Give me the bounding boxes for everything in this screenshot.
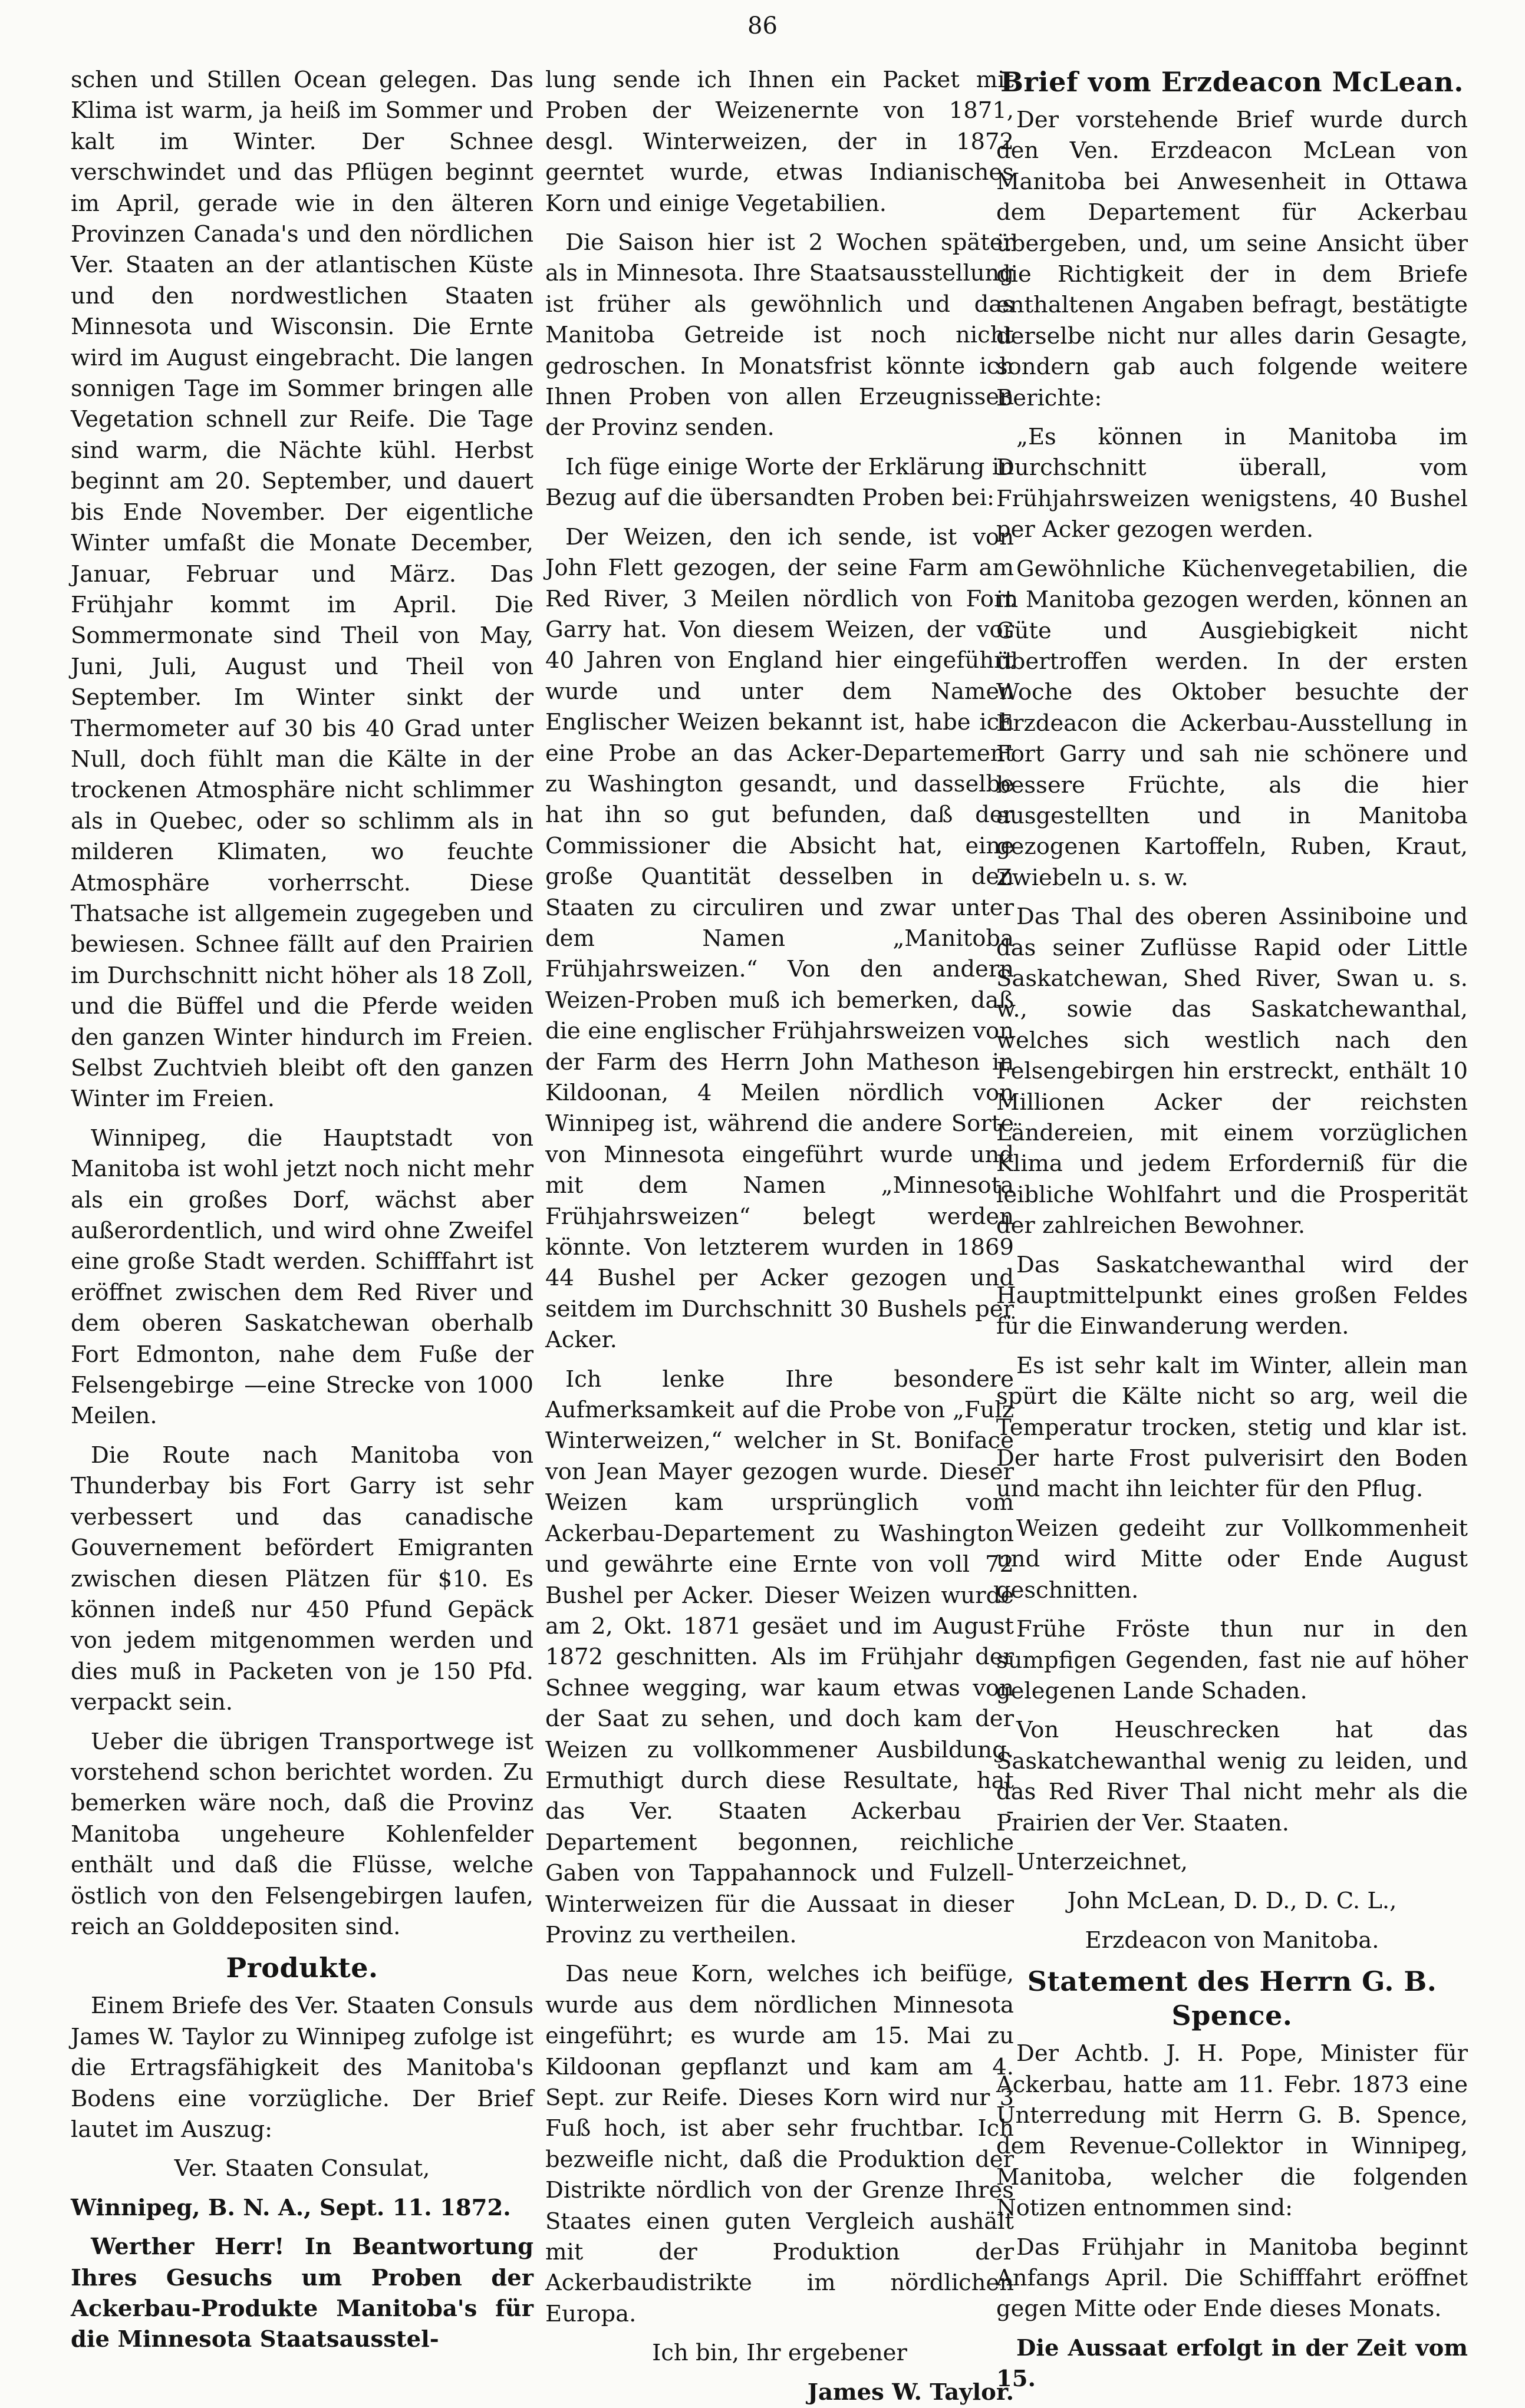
paragraph-bushels: „Es können in Manitoba im Durchschnitt überall, vom Frühjahrsweizen wenigstens, 40 Bushel per Acker gezogen werden.	[996, 424, 1468, 543]
paragraph-frost: Frühe Fröste thun nur in den sumpfigen Gegenden, fast nie auf höher gelegenen Lande Schaden.	[996, 1616, 1468, 1704]
column-2	[545, 65, 1014, 2406]
paragraph-valley: Das Thal des oberen Assiniboine und das seiner Zuflüsse Rapid oder Little Saskatchewan, Shed River, Swan u. s. w., sowie das Saskatchewanthal, welches sich westlich nach den Felsengebirgen hin erstreckt, enthält 10 Millionen Acker der reichsten Ländereien, mit einem vorzüglichen Klima und jedem Erforderniß für die leibliche Wohlfahrt und die Prosperität der zahlreichen Bewohner.	[996, 903, 1468, 1239]
paragraph-winter: Es ist sehr kalt im Winter, allein man spürt die Kälte nicht so arg, weil die Temperatur trocken, stetig und klar ist. Der harte Frost pulverisirt den Boden und macht ihn leichter für den Pflug.	[996, 1352, 1468, 1503]
page-number: 86	[747, 12, 778, 39]
letter-office: Ver. Staaten Consulat,	[174, 2155, 430, 2182]
paragraph-transport: Ueber die übrigen Transportwege ist vorstehend schon berichtet worden. Zu bemerken wäre noch, daß die Provinz Manitoba ungeheure Kohlenfelder enthält und daß die Flüsse, welche östlich von den Felsengebirgen laufen, reich an Golddepositen sind.	[71, 1728, 533, 1940]
column-3	[996, 65, 1468, 2393]
paragraph-spring: Das Frühjahr in Manitoba beginnt Anfangs April. Die Schifffahrt eröffnet gegen Mitte oder Ende dieses Monats.	[996, 2234, 1468, 2323]
paragraph-climate: schen und Stillen Ocean gelegen. Das Klima ist warm, ja heiß im Sommer und kalt im Winter. Der Schnee verschwindet und das Pflügen beginnt im April, gerade wie in den älteren Provinzen Canada's und den nördlichen Ver. Staaten an der atlantischen Küste und den nordwestlichen Staaten Minnesota und Wisconsin. Die Ernte wird im August eingebracht. Die langen sonnigen Tage im Sommer bringen alle Vegetation schnell zur Reife. Die Tage sind warm, die Nächte kühl. Herbst beginnt am 20. September, und dauert bis Ende November. Der eigentliche Winter umfaßt die Monate December, Januar, Februar und März. Das Frühjahr kommt im April. Die Sommermonate sind Theil von May, Juni, Juli, August und Theil von September. Im Winter sinkt der Thermometer auf 30 bis 40 Grad unter Null, doch fühlt man die Kälte in der trockenen Atmosphäre nicht schlimmer als in Quebec, oder so schlimm als in milderen Klimaten, wo feuchte Atmosphäre vorherrscht. Diese Thatsache ist allgemein zugegeben und bewiesen. Schnee fällt auf den Prairien im Durchschnitt nicht höher als 18 Zoll, und die Büffel und die Pferde weiden den ganzen Winter hindurch im Freien. Selbst Zuchtvieh bleibt oft den ganzen Winter im Freien.	[71, 67, 533, 1113]
paragraph-pope: Der Achtb. J. H. Pope, Minister für Ackerbau, hatte am 11. Febr. 1873 eine Unterredung mit Herrn G. B. Spence, dem Revenue-Collektor in Winnipeg, Manitoba, welcher die folgenden Notizen entnommen sind:	[996, 2040, 1468, 2222]
paragraph-mclean-intro: Der vorstehende Brief wurde durch den Ven. Erzdeacon McLean von Manitoba bei Anwesenheit in Ottawa dem Departement für Ackerbau übergeben, und, um seine Ansicht über die Richtigkeit der in dem Briefe enthaltenen Angaben befragt, bestätigte derselbe nicht nur alles darin Gesagte, sondern gab auch folgende weitere Berichte:	[996, 107, 1468, 411]
signer-name: John McLean, D. D., D. C. L.,	[1067, 1888, 1397, 1915]
paragraph-sowing: Die Aussaat erfolgt in der Zeit vom 15.	[996, 2334, 1468, 2393]
paragraph-saskatchewan: Das Saskatchewanthal wird der Hauptmittelpunkt eines großen Feldes für die Einwanderung werden.	[996, 1251, 1468, 1340]
paragraph-corn: Das neue Korn, welches ich beifüge, wurde aus dem nördlichen Minnesota eingeführt; es wurde am 15. Mai zu Kildoonan gepflanzt und kam am 4. Sept. zur Reife. Dieses Korn wird nur 3 Fuß hoch, ist aber sehr fruchtbar. Ich bezweifle nicht, daß die Produktion der Distrikte nördlich von der Grenze Ihres Staates einen guten Vergleich aushält mit der Produktion der Ackerbaudistrikte im nördlichen Europa.	[545, 1961, 1014, 2327]
paragraph-season: Die Saison hier ist 2 Wochen später als in Minnesota. Ihre Staatsausstellung ist früher als gewöhnlich und das Manitoba Getreide ist noch nicht gedroschen. In Monatsfrist könnte ich Ihnen Proben von allen Erzeugnissen der Provinz senden.	[545, 229, 1014, 441]
paragraph-explanation: Ich füge einige Worte der Erklärung in Bezug auf die übersandten Proben bei:	[545, 453, 1014, 512]
letter-signature: James W. Taylor.	[807, 2379, 1014, 2406]
paragraph-letter-cont: lung sende ich Ihnen ein Packet mit Proben der Weizenernte von 1871, desgl. Winterweizen, der in 1872 geerntet wurde, etwas Indianisches Korn und einige Vegetabilien.	[545, 67, 1014, 217]
heading-brief-mclean: Brief vom Erzdeacon McLean.	[1000, 66, 1464, 98]
paragraph-winnipeg: Winnipeg, die Hauptstadt von Manitoba ist wohl jetzt noch nicht mehr als ein großes Dorf, wächst aber außerordentlich, und wird ohne Zweifel eine große Stadt werden. Schifffahrt ist eröffnet zwischen dem Red River und dem oberen Saskatchewan oberhalb Fort Edmonton, nahe dem Fuße der Felsengebirge —eine Strecke von 1000 Meilen.	[71, 1124, 533, 1430]
paragraph-grasshoppers: Von Heuschrecken hat das Saskatchewanthal wenig zu leiden, und das Red River Thal nicht mehr als die Prairien der Ver. Staaten.	[996, 1717, 1468, 1836]
paragraph-route: Die Route nach Manitoba von Thunderbay bis Fort Garry ist sehr verbessert und das canadische Gouvernement befördert Emigranten zwischen diesen Plätzen für $10. Es können indeß nur 450 Pfund Gepäck von jedem mitgenommen werden und dies muß in Packeten von je 150 Pfd. verpackt sein.	[71, 1441, 533, 1716]
paragraph-wheat-harvest: Weizen gedeiht zur Vollkommenheit und wird Mitte oder Ende August geschnitten.	[996, 1515, 1468, 1604]
paragraph-wheat: Der Weizen, den ich sende, ist von John Flett gezogen, der seine Farm am Red River, 3 Meilen nördlich von Fort Garry hat. Von diesem Weizen, der vor 40 Jahren von England hier eingeführt wurde und unter dem Namen Englischer Weizen bekannt ist, habe ich eine Probe an das Acker-Departement zu Washington gesandt, und dasselbe hat ihn so gut befunden, daß der Commissioner die Absicht hat, eine große Quantität desselben in den Staaten zu circuliren und zwar unter dem Namen „Manitoba Frühjahrsweizen.“ Von den andern Weizen-Proben muß ich bemerken, daß die eine englischer Frühjahrsweizen von der Farm des Herrn John Matheson in Kildoonan, 4 Meilen nördlich von Winnipeg ist, während die andere Sorte von Minnesota eingeführt wurde und mit dem Namen „Minnesota Frühjahrsweizen“ belegt werden könnte. Von letzterem wurden in 1869 44 Bushel per Acker gezogen und seitdem im Durchschnitt 30 Bushels per Acker.	[545, 523, 1014, 1354]
paragraph-letter-start: Werther Herr! In Beantwortung Ihres Gesuchs um Proben der Ackerbau-Produkte Manitoba's für die Minnesota Staatsausstel-	[71, 2234, 533, 2353]
paragraph-consul-intro: Einem Briefe des Ver. Staaten Consuls James W. Taylor zu Winnipeg zufolge ist die Ertragsfähigkeit des Manitoba's Bodens eine vorzügliche. Der Brief lautet im Auszug:	[71, 1993, 533, 2143]
column-1	[71, 65, 533, 2353]
letter-closing: Ich bin, Ihr ergebener	[652, 2340, 907, 2367]
paragraph-winter-wheat: Ich lenke Ihre besondere Aufmerksamkeit auf die Probe von „Fulz Winterweizen,“ welcher in St. Boniface von Jean Mayer gezogen wurde. Dieser Weizen kam ursprünglich vom Ackerbau-Departement zu Washington und gewährte eine Ernte von voll 72 Bushel per Acker. Dieser Weizen wurde am 2, Okt. 1871 gesäet und im August 1872 geschnitten. Als im Frühjahr der Schnee wegging, war kaum etwas von der Saat zu sehen, und doch kam der Weizen zu vollkommener Ausbildung. Ermuthigt durch diese Resultate, hat das Ver. Staaten Ackerbau - Departement begonnen, reichliche Gaben von Tappahannock und Fulzell-Winterweizen für die Aussaat in dieser Provinz zu vertheilen.	[545, 1365, 1014, 1948]
letter-place-date: Winnipeg, B. N. A., Sept. 11. 1872.	[71, 2194, 511, 2221]
signer-title: Erzdeacon von Manitoba.	[1085, 1927, 1379, 1954]
heading-statement-spence: Statement des Herrn G. B. Spence.	[1027, 1965, 1437, 2032]
heading-produkte: Produkte.	[226, 1952, 378, 1984]
signed-label: Unterzeichnet,	[1016, 1848, 1188, 1875]
paragraph-vegetables: Gewöhnliche Küchenvegetabilien, die in Manitoba gezogen werden, können an Güte und Ausgiebigkeit nicht übertroffen werden. In der ersten Woche des Oktober besuchte der Erzdeacon die Ackerbau-Ausstellung in Fort Garry und sah nie schönere und bessere Früchte, als die hier ausgestellten und in Manitoba gezogenen Kartoffeln, Ruben, Kraut, Zwiebeln u. s. w.	[996, 555, 1468, 891]
